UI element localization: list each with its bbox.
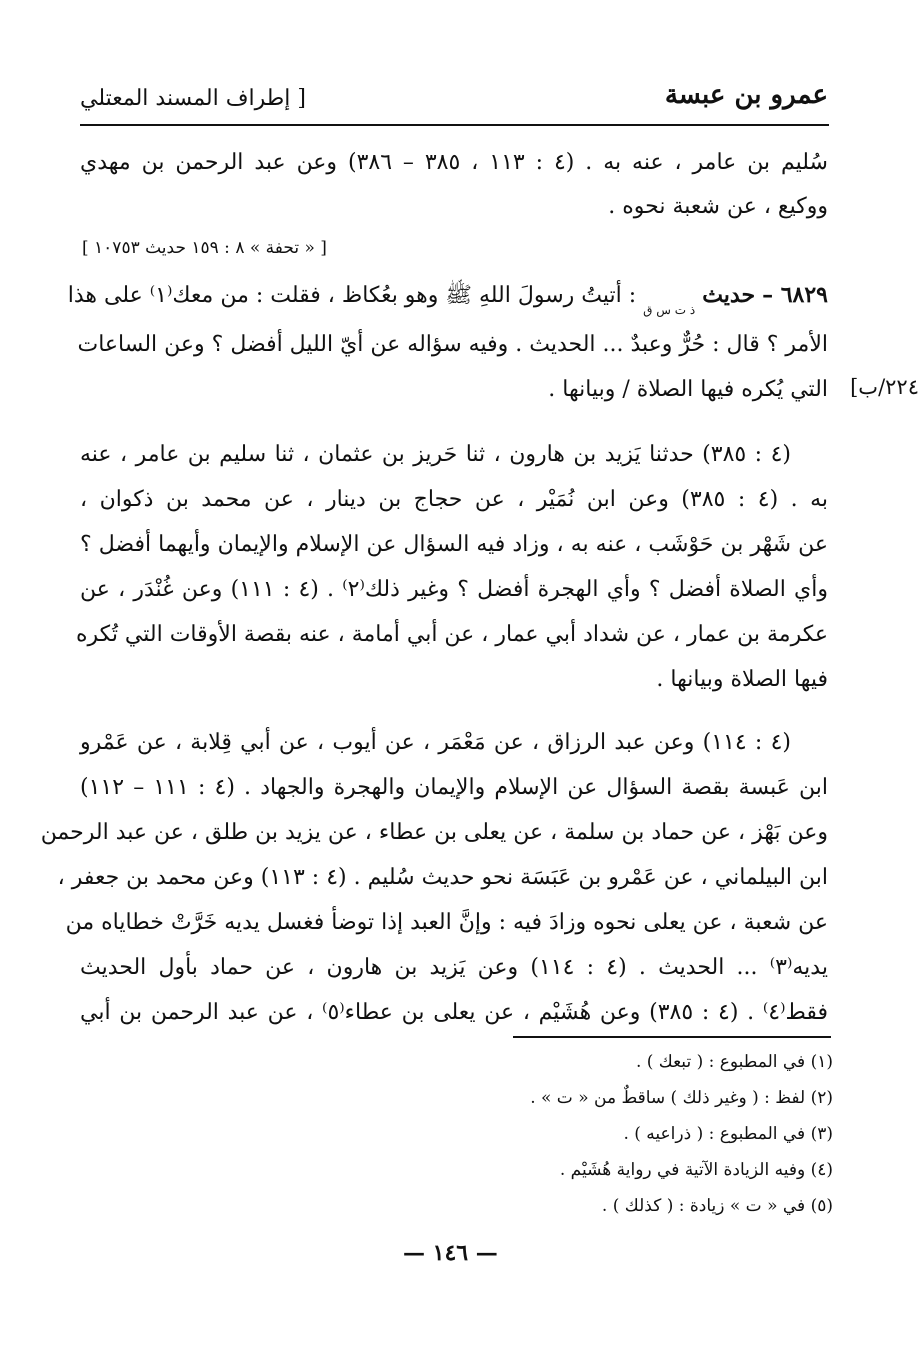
- text-line: ابن البيلماني ، عن عَمْرو بن عَبَسَة نحو حديث سُليم . (٤ : ١١٣) وعن محمد بن جعفر ،: [57, 865, 828, 890]
- text-line: التي يُكره فيها الصلاة / وبيانها .: [548, 377, 828, 402]
- header-rule: [80, 124, 829, 126]
- text-line: (٤ : ٣٨٥) حدثنا يَزيد بن هارون ، ثنا حَريز بن عثمان ، ثنا سليم بن عامر ، عنه: [80, 442, 791, 467]
- book-title: [ إطراف المسند المعتلي: [80, 86, 306, 111]
- hadith-label: حديث: [702, 282, 756, 308]
- footnote: (٤) وفيه الزيادة الآتية في رواية هُشَيْم .: [559, 1160, 833, 1180]
- footnote: (٢) لفظ : ( وغير ذلك ) ساقطٌ من « ت » .: [530, 1088, 833, 1108]
- text-line: ووكيع ، عن شعبة نحوه .: [608, 194, 828, 219]
- margin-folio-reference: ٢٢٤/ب]: [850, 375, 919, 399]
- text-line: فقط⁽٤⁾ . (٤ : ٣٨٥) وعن هُشَيْم ، عن يعلى بن عطاء⁽٥⁾ ، عن عبد الرحمن بن أبي: [80, 1000, 828, 1025]
- text-line: وعن بَهْز ، عن حماد بن سلمة ، عن يعلى بن عطاء ، عن يزيد بن طلق ، عن عبد الرحمن: [40, 820, 828, 845]
- text-line: عن شَهْر بن حَوْشَب ، عنه به ، وزاد فيه السؤال عن الإسلام والإيمان وأيهما أفضل ؟: [80, 532, 828, 557]
- text-line: وأي الصلاة أفضل ؟ وأي الهجرة أفضل ؟ وغير ذلك⁽٢⁾ . (٤ : ١١١) وعن غُنْدَر ، عن: [80, 577, 828, 602]
- text-line: يديه⁽٣⁾ ... الحديث . (٤ : ١١٤) وعن يَزيد بن هارون ، عن حماد بأول الحديث: [80, 955, 828, 980]
- text-line: الأمر ؟ قال : حُرٌّ وعبدٌ ... الحديث . وفيه سؤاله عن أيّ الليل أفضل ؟ وعن الساعات: [77, 332, 828, 357]
- hadith-sigla: ذ ت س ق: [643, 303, 696, 317]
- text-line: فيها الصلاة وبيانها .: [656, 667, 828, 692]
- citation-reference: [ « تحفة » ٨ : ١٥٩ حديث ١٠٧٥٣ ]: [82, 238, 327, 258]
- page-number: — ١٤٦ —: [403, 1240, 498, 1266]
- text-line: سُليم بن عامر ، عنه به . (٤ : ١١٣ ، ٣٨٥ – ٣٨٦) وعن عبد الرحمن بن مهدي: [80, 150, 828, 175]
- footnote: (٥) في « ت » زيادة : ( كذلك ) .: [601, 1196, 833, 1216]
- footnote-rule: [513, 1036, 831, 1038]
- footnote: (١) في المطبوع : ( تبعك ) .: [635, 1052, 833, 1072]
- text-line: عكرمة بن عمار ، عن شداد أبي عمار ، عن أبي أمامة ، عنه بقصة الأوقات التي تُكره: [76, 622, 828, 647]
- text-line: (٤ : ١١٤) وعن عبد الرزاق ، عن مَعْمَر ، عن أيوب ، عن أبي قِلابة ، عن عَمْرو: [80, 730, 791, 755]
- chapter-title: عمرو بن عبسة: [664, 80, 828, 110]
- text-line: عن شعبة ، عن يعلى نحوه وزادَ فيه : وإنَّ العبد إذا توضأ فغسل يديه خَرَّتْ خطاياه من: [65, 910, 828, 935]
- hadith-heading-line: [67, 280, 828, 317]
- hadith-number: ٦٨٢٩ –: [762, 282, 828, 308]
- text-line: ابن عَبسة بقصة السؤال عن الإسلام والإيمان والهجرة والجهاد . (٤ : ١١١ – ١١٢): [80, 775, 828, 800]
- text-line: به . (٤ : ٣٨٥) وعن ابن نُمَيْر ، عن حجاج بن دينار ، عن محمد بن ذكوان ،: [80, 487, 829, 512]
- footnote: (٣) في المطبوع : ( ذراعيه ) .: [623, 1124, 833, 1144]
- hadith-text: : أتيتُ رسولَ اللهِ ﷺ وهو بعُكاظ ، فقلت : من معك⁽١⁾ على هذا: [67, 283, 637, 308]
